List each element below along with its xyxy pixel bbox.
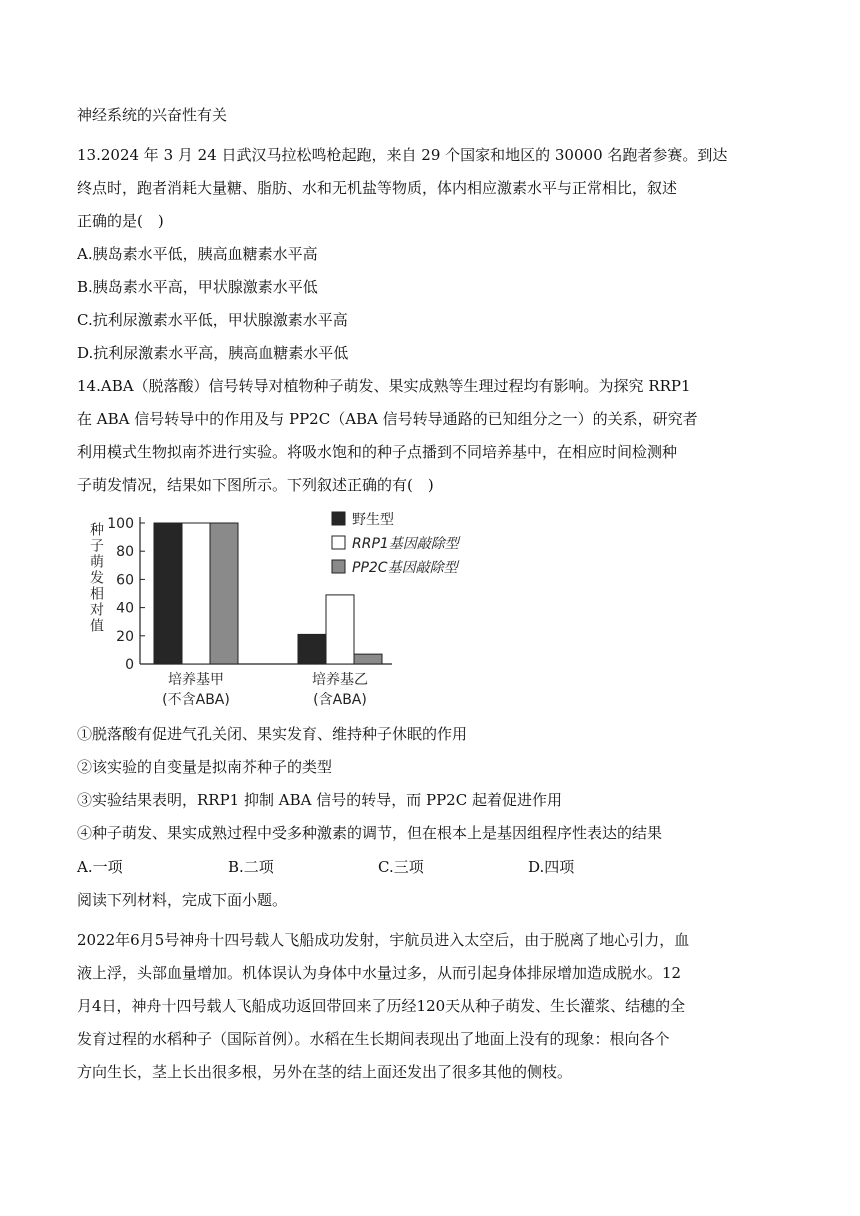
statement-2: ②该实验的自变量是拟南芥种子的类型	[77, 758, 333, 776]
bar-1-group-2	[298, 634, 326, 664]
question-14-line: 14.ABA（脱落酸）信号转导对植物种子萌发、果实成熟等生理过程均有影响。为探究 RRP1	[77, 377, 691, 395]
question-14-line: 子萌发情况，结果如下图所示。下列叙述正确的有( )	[77, 476, 434, 494]
text-line: 神经系统的兴奋性有关	[77, 106, 228, 124]
legend-label: PP2C基因敲除型	[352, 560, 458, 576]
material-line: 液上浮，头部血量增加。机体误认为身体中水量过多，从而引起身体排尿增加造成脱水。12	[77, 964, 682, 982]
option-a-13: A.胰岛素水平低，胰高血糖素水平高	[77, 245, 318, 263]
question-14-line: 在 ABA 信号转导中的作用及与 PP2C（ABA 信号转导通路的已知组分之一）的关系，研究者	[77, 410, 698, 428]
material-line: 发育过程的水稻种子（国际首例）。水稻在生长期间表现出了地面上没有的现象：根向各个	[77, 1030, 670, 1048]
y-tick-label: 0	[125, 657, 134, 673]
legend-label: 野生型	[352, 512, 394, 528]
material-line: 方向生长，茎上长出很多根，另外在茎的结上面还发出了很多其他的侧枝。	[77, 1063, 573, 1081]
reading-instruction: 阅读下列材料，完成下面小题。	[77, 891, 288, 909]
bar-2-group-2	[326, 595, 354, 664]
y-tick-label: 80	[116, 544, 134, 561]
y-tick-label: 40	[116, 600, 134, 617]
y-tick-label: 60	[116, 572, 134, 589]
question-13-line: 终点时，跑者消耗大量糖、脂肪、水和无机盐等物质，体内相应激素水平与正常相比，叙述	[77, 179, 678, 197]
statement-3: ③实验结果表明，RRP1 抑制 ABA 信号的转导，而 PP2C 起着促进作用	[77, 791, 562, 809]
material-line: 月4日，神舟十四号载人飞船成功返回带回来了历经120天从种子萌发、生长灌浆、结穗的全	[77, 997, 686, 1015]
y-tick-label: 100	[107, 516, 134, 532]
options-row-14	[77, 857, 777, 877]
legend-label: RRP1基因敲除型	[352, 536, 459, 552]
legend-swatch	[332, 536, 345, 549]
x-category-label: (含ABA)	[313, 692, 367, 708]
option-c-13: C.抗利尿激素水平低，甲状腺激素水平高	[77, 311, 348, 329]
y-axis-label: 种子萌发相对值	[88, 522, 104, 634]
germination-bar-chart	[82, 506, 502, 716]
material-line: 2022年6月5号神舟十四号载人飞船成功发射，宇航员进入太空后，由于脱离了地心引力，血	[77, 931, 690, 949]
option-a-14: A.一项	[77, 858, 123, 876]
option-b-14: B.二项	[228, 858, 274, 876]
x-category-label: 培养基甲	[168, 672, 224, 688]
bar-3-group-2	[354, 654, 382, 664]
option-c-14: C.三项	[378, 858, 424, 876]
question-13-line: 13.2024 年 3 月 24 日武汉马拉松鸣枪起跑，来自 29 个国家和地区的 30000 名跑者参赛。到达	[77, 146, 728, 164]
option-b-13: B.胰岛素水平高，甲状腺激素水平低	[77, 278, 318, 296]
legend-swatch	[332, 512, 345, 525]
bar-1-group-1	[154, 523, 182, 664]
bar-3-group-1	[210, 523, 238, 664]
option-d-14: D.四项	[528, 858, 575, 876]
x-category-label: (不含ABA)	[162, 692, 230, 708]
option-d-13: D.抗利尿激素水平高，胰高血糖素水平低	[77, 344, 349, 362]
x-category-label: 培养基乙	[312, 672, 368, 688]
bar-2-group-1	[182, 523, 210, 664]
statement-4: ④种子萌发、果实成熟过程中受多种激素的调节，但在根本上是基因组程序性表达的结果	[77, 824, 663, 842]
statement-1: ①脱落酸有促进气孔关闭、果实发育、维持种子休眠的作用	[77, 725, 468, 743]
question-13-line: 正确的是( )	[77, 212, 164, 230]
question-14-line: 利用模式生物拟南芥进行实验。将吸水饱和的种子点播到不同培养基中，在相应时间检测种	[77, 443, 678, 461]
legend-swatch	[332, 560, 345, 573]
y-tick-label: 20	[116, 628, 134, 645]
